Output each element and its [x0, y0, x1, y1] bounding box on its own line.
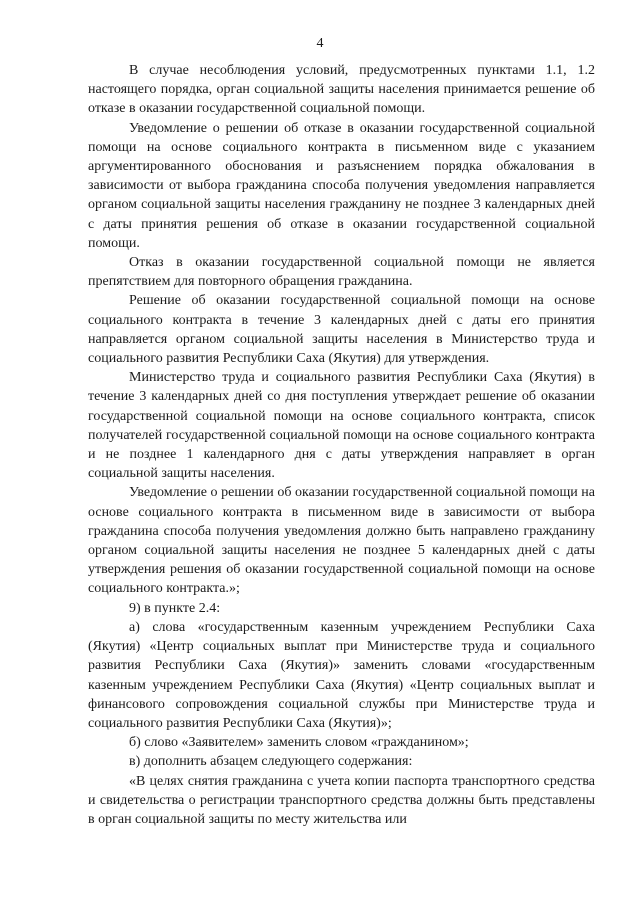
paragraph-approval-notice: Уведомление о решении об оказании государственной социальной помощи на основе социального контракта в письменном виде в зависимости от выбора гражданина способа получения уведомления должно быть направлено гражданину органом социальной защиты населения не позднее 5 календарных дней с даты утверждения решения об оказании государственной социальной помощи на основе социального контракта.»;: [88, 485, 595, 597]
paragraph-ministry-approval: Министерство труда и социального развития Республики Саха (Якутия) в течение 3 календарных дней со дня поступления утверждает решение об оказании государственной социальной помощи на основе социального контракта, список получателей государственной социальной помощи на основе социального контракта и не позднее 1 календарного дня с даты утверждения направляет в орган социальной защиты населения.: [88, 370, 595, 482]
paragraph-decision-forwarding: Решение об оказании государственной социальной помощи на основе социального контракта в течение 3 календарных дней с даты его принятия направляется органом социальной защиты населения в Министерство труда и социального развития Республики Саха (Якутия) для утверждения.: [88, 293, 595, 367]
document-body: [88, 61, 595, 829]
paragraph-refusal-no-obstacle: Отказ в оказании государственной социальной помощи не является препятствием для повторного обращения гражданина.: [88, 255, 595, 290]
paragraph-subitem-a: а) слова «государственным казенным учреждением Республики Саха (Якутия) «Центр социальных выплат при Министерстве труда и социального развития Республики Саха (Якутия)» заменить словами «государственным казенным учреждением Республики Саха (Якутия) «Центр социальных выплат и финансового сопровождения социальной службы при Министерстве труда и социального развития Республики Саха (Якутия)»;: [88, 619, 595, 731]
page-number: 4: [316, 36, 324, 51]
paragraph-subitem-b: б) слово «Заявителем» заменить словом «гражданином»;: [129, 735, 469, 751]
paragraph-new-clause: «В целях снятия гражданина с учета копии паспорта транспортного средства и свидетельства о регистрации транспортного средства должны быть представлены в орган социальной защиты по месту жительства или: [88, 773, 595, 827]
paragraph-item-9: 9) в пункте 2.4:: [129, 600, 221, 616]
paragraph-refusal-notice: Уведомление о решении об отказе в оказании государственной социальной помощи на основе социального контракта в письменном виде с указанием аргументированного обоснования и разъяснением порядка обжалования в зависимости от выбора гражданина способа получения уведомления направляется органом социальной защиты населения гражданину не позднее 3 календарных дней с даты принятия решения об отказе в оказании государственной социальной помощи.: [88, 120, 595, 251]
paragraph-subitem-c: в) дополнить абзацем следующего содержания:: [129, 754, 413, 770]
paragraph-refusal-conditions: В случае несоблюдения условий, предусмотренных пунктами 1.1, 1.2 настоящего порядка, орган социальной защиты населения принимается решение об отказе в оказании государственной социальной помощи.: [88, 63, 595, 117]
